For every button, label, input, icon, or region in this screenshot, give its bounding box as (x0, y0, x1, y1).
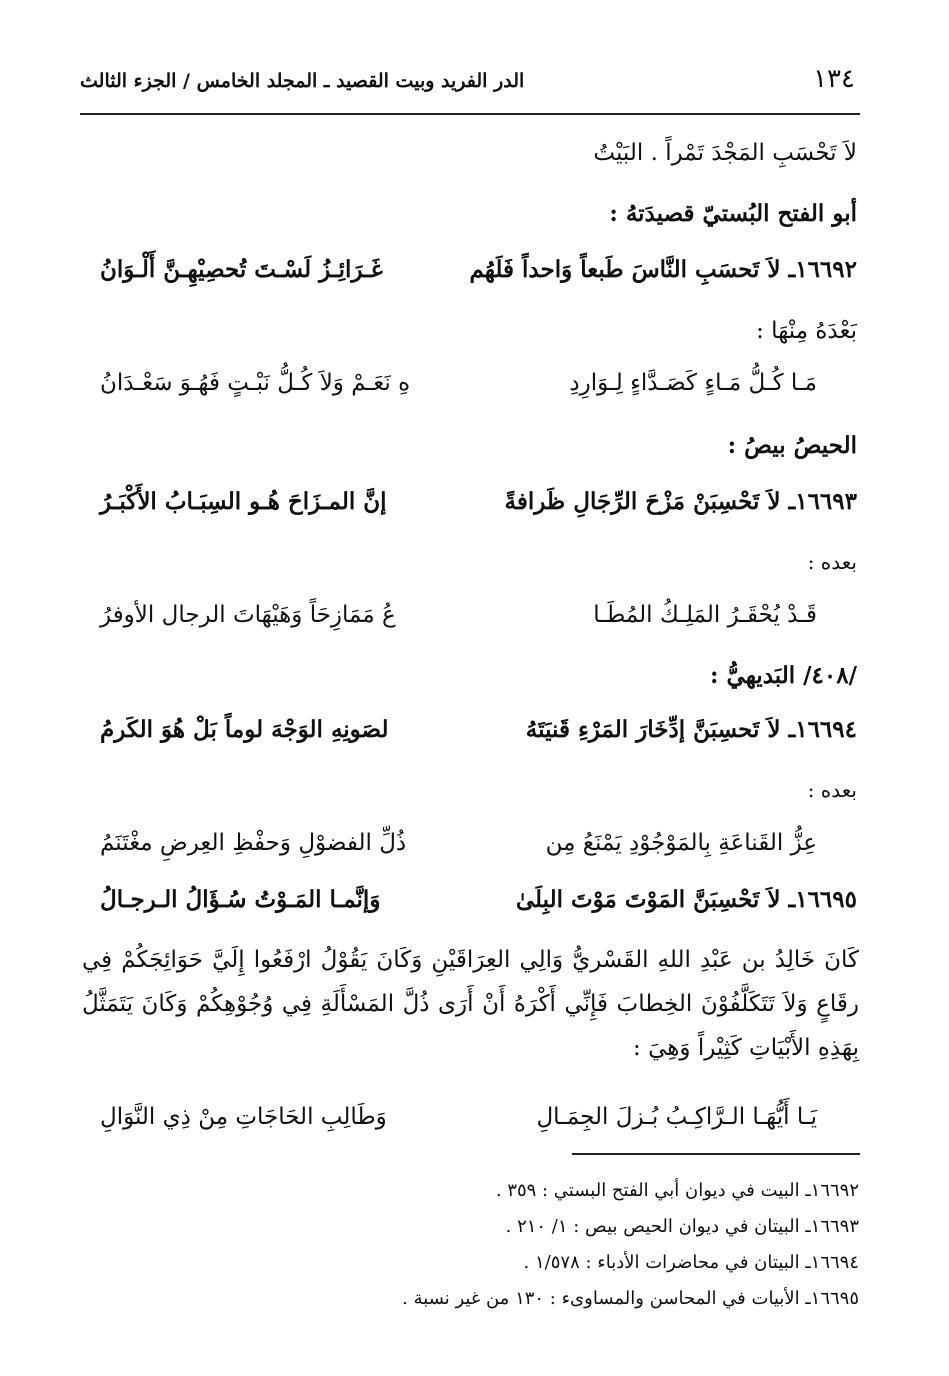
footnote: ١٦٦٩٣ـ البيتان في ديوان الحيص بيص : ١/ ٢١٠ . (505, 1216, 859, 1237)
verse-second-hemistich: عُ مَمَازِحَاً وَهَيْهَاتَ الرجال الأوفرُ (100, 602, 396, 628)
verse-first-hemistich: ١٦٦٩٢ـ لاَ تَحسَبِ النَّاسَ طَبعاً وَاحداً فَلَهُم (469, 256, 857, 283)
verse-16695 (100, 886, 857, 926)
verse-16694 (100, 716, 857, 756)
section-heading: أبو الفتح البُستيّ قصيدَتهُ : (609, 200, 857, 227)
text-line: بَعْدَهُ مِنْهَا : (756, 318, 857, 344)
section-heading: الحيصُ بيصُ : (727, 432, 857, 459)
header-rule (80, 113, 860, 115)
verse-second-hemistich: وَإنَّمـا المَـوْتُ سُـؤَالُ الـرجـالُ (100, 886, 381, 913)
verse-second-hemistich: لصَونِهِ الوَجْهَ لوماً بَلْ هُوَ الكَرمُ (100, 716, 389, 743)
verse-second-hemistich: غَـرَائِـزُ لَسْـتَ تُحصِيْهِـنَّ أَلْـوَانُ (100, 256, 383, 283)
verse-continuation (100, 602, 857, 642)
verse-second-hemistich: وَطَالِبِ الحَاجَاتِ مِنْ ذِي النَّوَالِ (100, 1104, 387, 1130)
verse-continuation (100, 1104, 857, 1144)
footnote: ١٦٦٩٤ـ البيتان في محاضرات الأدباء : ١/٥٧٨ . (523, 1252, 859, 1273)
page-header (80, 62, 855, 102)
verse-first-hemistich: ١٦٦٩٥ـ لاَ تَحْسِبَنَّ المَوْتَ مَوْتَ البِلَىٰ (515, 886, 857, 913)
verse-second-hemistich: هِ نَعَـمْ وَلاَ كُـلُّ نَبْـتٍ فَهُـوَ سَعْـدَانُ (100, 370, 411, 396)
prose-paragraph: كَانَ خَالِدُ بن عَبْدِ اللهِ القَسْريُّ وَالِي العِرَاقَيْنِ وَكَانَ يَقُوْلُ ارْفَعُوا إِلَيَّ حَوَائِجَكُمْ فِي رقَاعٍ وَلاَ تَتَكَلَّفُوْنَ الخِطابَ فَإِنِّي أَكْرَهُ أَنْ أَرَى ذُلَّ المَسْأَلَةِ فِي وُجُوْهِكُمْ وَكَانَ يَتَمَثَّلُ بِهَذِهِ الأَبْيَاتِ كَثِيْراً وَهِيَ : (82, 947, 859, 1061)
verse-second-hemistich: ذُلِّ الفضوْلِ وَحفْظِ العِرضِ مغْتَنَمُ (100, 830, 407, 856)
verse-first-hemistich: قَـدْ يُحْقَـرُ المَلِـكُ المُطَـا (593, 602, 817, 628)
footnote-rule (572, 1153, 860, 1155)
verse-continuation (100, 830, 857, 870)
verse-16692 (100, 256, 857, 296)
verse-first-hemistich: عِزُّ القَناعَةِ بِالمَوْجُوْدِ يَمْنَعُ مِن (545, 830, 817, 856)
page-number: ١٣٤ (813, 64, 855, 94)
verse-first-hemistich: مَـا كُـلُّ مَـاءٍ كَصَـدَّاءٍ لِـوَارِدِ (569, 370, 817, 396)
verse-first-hemistich: يَـا أَيُّهَـا الـرَّاكِـبُ بُـزلَ الجِمَـالِ (536, 1104, 817, 1130)
verse-first-hemistich: ١٦٦٩٣ـ لاَ تَحْسِبَنْ مَزْحَ الرِّجَالِ ظَرافةً (504, 488, 857, 515)
verse-16693 (100, 488, 857, 528)
text-line: بعده : (807, 778, 857, 802)
text-line: لاَ تَحْسَبِ المَجْدَ تَمْراً . البَيْتُ (593, 140, 857, 166)
footnote: ١٦٦٩٢ـ البيت في ديوان أبي الفتح البستي : ٣٥٩ . (495, 1180, 859, 1201)
running-title: الدر الفريد وبيت القصيد ـ المجلد الخامس / الجزء الثالث (80, 70, 525, 92)
verse-continuation (100, 370, 857, 410)
text-line: بعده : (807, 550, 857, 574)
section-heading: /٤٠٨/ البَديهيُّ : (710, 662, 857, 689)
verse-first-hemistich: ١٦٦٩٤ـ لاَ تَحسِبَنَّ إدِّخَارَ المَرْءِ قَنيَتَهُ (525, 716, 857, 743)
footnote: ١٦٦٩٥ـ الأبيات في المحاسن والمساوىء : ١٣٠ من غير نسبة . (402, 1288, 859, 1309)
verse-second-hemistich: إنَّ المـزَاحَ هُـو السِبَـابُ الأَكْبَـرُ (100, 488, 387, 515)
